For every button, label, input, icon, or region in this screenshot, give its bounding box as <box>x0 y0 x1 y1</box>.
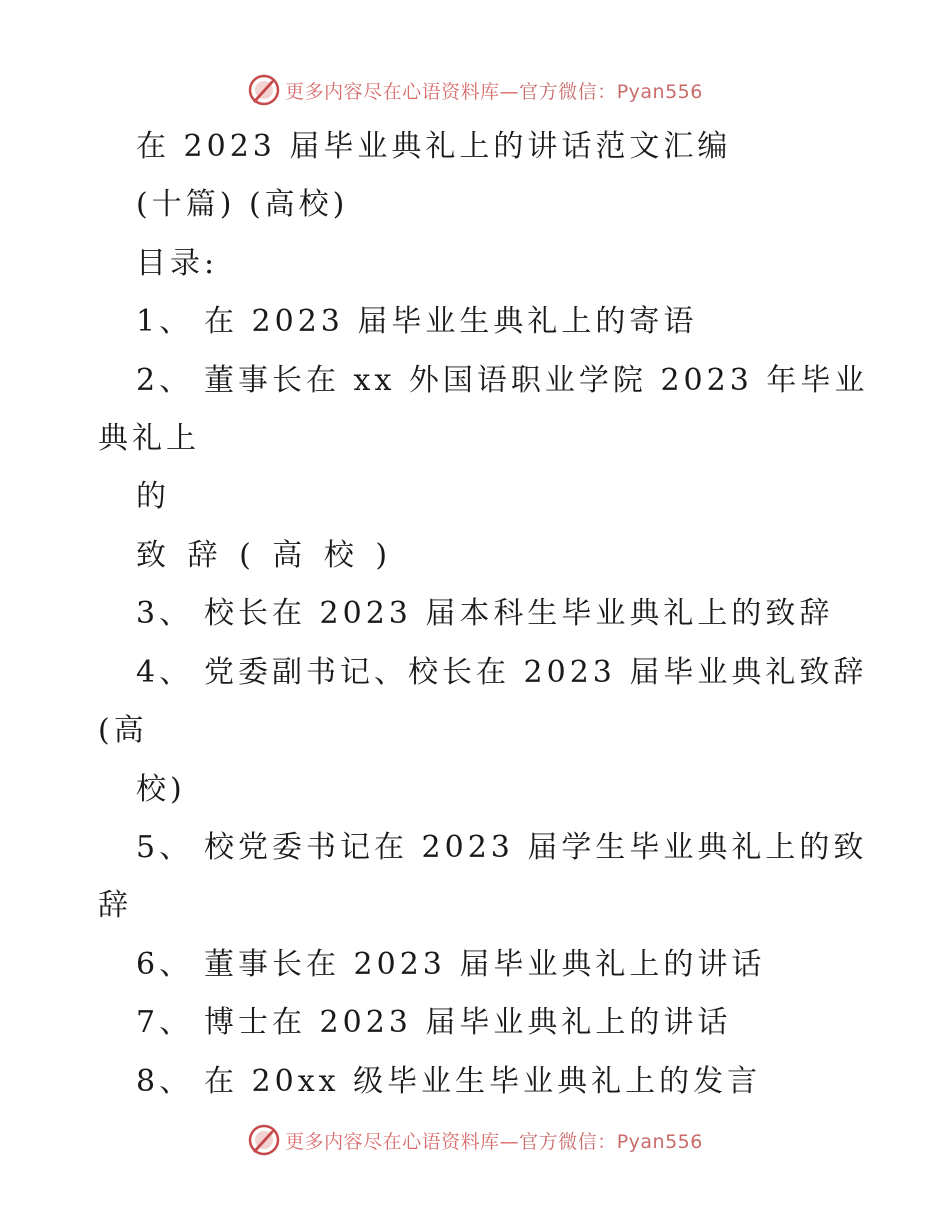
doc-title-line1: 在 2023 届毕业典礼上的讲话范文汇编 <box>136 129 732 164</box>
toc-item-7: 7、 博士在 2023 届毕业典礼上的讲话 <box>136 1005 732 1040</box>
toc-label: 目录: <box>136 246 219 281</box>
toc-item-2-cont: 致 辞 ( 高 校 ) <box>136 538 394 573</box>
quill-pen-seal-icon <box>247 73 281 107</box>
toc-item-4-cont: (高 <box>98 713 148 748</box>
toc-item-5-cont: 辞 <box>98 888 132 923</box>
toc-item-8: 8、 在 20xx 级毕业生毕业典礼上的发言 <box>136 1064 762 1099</box>
toc-item-2-cont: 的 <box>136 479 170 514</box>
toc-item-2-cont: 典礼上 <box>98 421 200 456</box>
toc-item-3: 3、 校长在 2023 届本科生毕业典礼上的致辞 <box>136 596 834 631</box>
header-watermark <box>0 70 950 110</box>
watermark-text: 更多内容尽在心语资料库—官方微信：Pyan556 <box>285 1130 703 1153</box>
toc-item-6: 6、 董事长在 2023 届毕业典礼上的讲话 <box>136 947 766 982</box>
quill-pen-seal-icon <box>247 1123 281 1157</box>
doc-title-line2: (十篇) (高校) <box>136 187 349 222</box>
toc-item-2: 2、 董事长在 xx 外国语职业学院 2023 年毕业 <box>136 363 869 398</box>
watermark-text: 更多内容尽在心语资料库—官方微信：Pyan556 <box>285 80 703 103</box>
footer-watermark <box>0 1120 950 1160</box>
toc-item-4-cont: 校) <box>136 772 186 807</box>
toc-item-4: 4、 党委副书记、校长在 2023 届毕业典礼致辞 <box>136 655 868 690</box>
toc-item-1: 1、 在 2023 届毕业生典礼上的寄语 <box>136 304 698 339</box>
toc-item-5: 5、 校党委书记在 2023 届学生毕业典礼上的致 <box>136 830 868 865</box>
